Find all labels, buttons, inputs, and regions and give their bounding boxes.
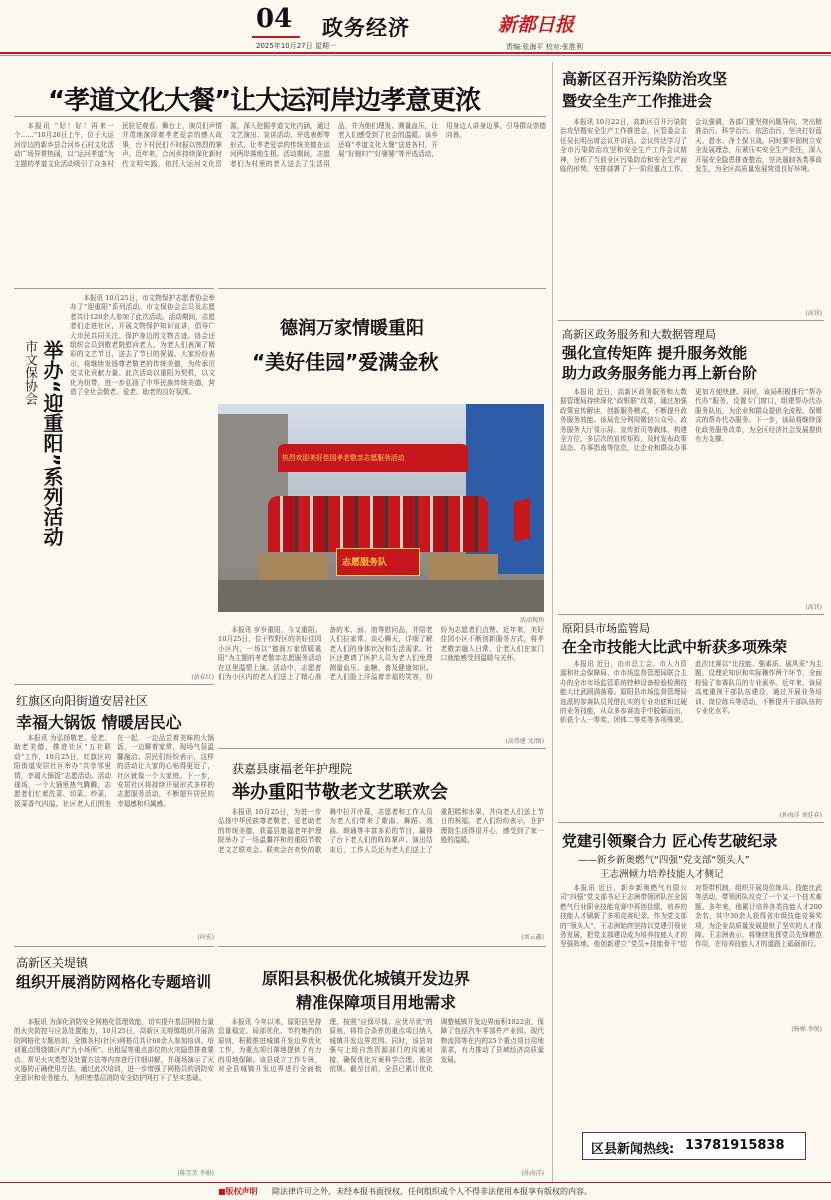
story9-body: [560, 388, 822, 600]
page-number-rule: [252, 36, 300, 38]
story8-body: [560, 118, 822, 308]
section-title: 政务经济: [322, 16, 410, 40]
story8-paragraph: 本报讯 10月22日，高新区召开污染防治攻坚暨安全生产工作推进会，区管委会主任吴长明出席会议并讲话。会议传达学习了全市污染防治攻坚和安全生产工作会议精神，分析了当前全区污染防治和安全生产面临的形势，安排部署了下一阶段重点工作。会议强调，各部门要坚持问题导向，突出精准治污、科学治污、依法治污，坚决打好蓝天、碧水、净土保卫战。同时要牢固树立安全发展理念，压紧压实安全生产责任，深入开展安全隐患排查整治，坚决遏制各类事故发生，为全区高质量发展营造良好环境。: [560, 118, 822, 174]
story11-subtitle-1: ——新乡新奥燃气“四强”党支部“领头人”: [578, 855, 750, 866]
story5-headline-2: 举办重阳节敬老文艺联欢会: [232, 782, 448, 803]
story3-headline-2: “美好佳园”爱满金秋: [252, 350, 439, 374]
story9-top-rule: [558, 320, 824, 321]
photo-sign-text: 志愿服务队: [342, 558, 388, 568]
story5-top-rule: [218, 748, 546, 749]
story11-subtitle-2: 王志洲倾力培养技能人才侧记: [600, 869, 724, 880]
story6-headline-2: 组织开展消防网格化专题培训: [16, 973, 212, 991]
story11-paragraph: 本报讯 近日，新乡新奥燃气有限公司“四强”党支部书记王志洲带领团队在全国燃气行业职业技能竞赛中再创佳绩，培养的技能人才刷新了多项竞赛纪录。作为党支部的“领头人”，王志洲始终坚持以党建引领业务发展，把党支部建设成为培养技能人才的坚强阵地。他创新建立“党员+技能骨干”结对帮带机制，组织开展岗位练兵、技能比武等活动，带领团队攻克了一个又一个技术难题。多年来，他累计培养各类技能人才200余名，其中30余人获得省市级技能竞赛奖项，为企业高质量发展提供了坚实的人才保障。王志洲表示，将继续发挥党员先锋模范作用，在培养技能人才的道路上砥砺前行。: [560, 884, 822, 949]
story9-headline-2: 强化宣传矩阵 提升服务效能: [562, 344, 748, 362]
page-number: 04: [256, 4, 293, 34]
story2-top-rule: [14, 288, 214, 289]
story11-top-rule: [558, 822, 824, 823]
story10-byline: (孙海洋 刘廷春): [779, 812, 822, 819]
story11-byline: (杨梯 李悦): [791, 1026, 822, 1033]
story3-byline: (高伟建 文/图): [505, 738, 544, 745]
story9-byline: (高钊): [805, 604, 822, 611]
story5-headline-1: 获嘉县康福老年护理院: [232, 762, 353, 776]
story9-headline-1: 高新区政务服务和大数据管理局: [562, 328, 716, 341]
story10-body: [560, 660, 822, 810]
story10-top-rule: [558, 614, 824, 615]
story4-paragraph: 本报讯 为弘扬敬老、爱老、助老美德，推进社区“五社联动”工作，10月25日，红旗区向阳街道安居社区举办“共享邻里情，幸福大锅饭”志愿活动。活动现场，一个大锅里热气腾腾，志愿者们忙着洗菜、切菜、炒菜，饭菜香气四溢。社区老人们围坐在一起，一边品尝着美味的大锅饭，一边聊着家常，现场气氛温馨融洽。居民们纷纷表示，这样的活动让大家的心贴得更近了，社区就像一个大家庭。下一步，安居社区将持续开展形式多样的志愿服务活动，不断提升居民的幸福感和归属感。: [14, 734, 214, 808]
photo-ground: [218, 580, 544, 612]
story5-paragraph: 本报讯 10月25日，为进一步弘扬中华民族尊老敬老、爱老助老的传统美德，获嘉县康福老年护理院举办了一场温馨祥和的重阳节敬老文艺联欢会。联欢会在欢快的歌舞中拉开序幕，志愿者和工作人员为老人们带来了歌曲、舞蹈、戏曲、朗诵等丰富多彩的节目，赢得了台下老人们的阵阵掌声。演出结束后，工作人员还为老人们送上了重阳糕和水果，并向老人们送上节日的祝福。老人们纷纷表示，在护理院生活得很开心，感受到了家一般的温暖。: [218, 808, 544, 854]
story6-paragraph: 本报讯 为深化消防安全网格化管理效能，切实提升基层网格力量的火灾防控与应急处置能力，10月25日，高新区关堤镇组织开展消防网格化专题培训，全镇各村(社区)网格员共计60余人参加培训。培训重点围绕镇区内“九小场所”、出租屋等重点部位的火灾隐患排查要点、常见火灾类型及处置方法等内容进行详细讲解，并现场演示了灭火器的正确使用方法。通过此次培训，进一步增强了网格员的消防安全意识和业务能力，为织密基层消防安全防护网打下了坚实基础。: [14, 1018, 214, 1083]
story4-top-rule: [14, 684, 214, 685]
story4-headline-2: 幸福大锅饭 情暖居民心: [16, 713, 182, 732]
hotline-number: 13781915838: [685, 1138, 785, 1153]
story2-vtitle-small: 市文保协会: [22, 340, 37, 405]
story2-vtitle-big: 举办“迎重阳”系列活动: [40, 340, 64, 547]
footer-rule: [0, 1182, 831, 1183]
story1-headline: “孝道文化大餐”让大运河岸边孝意更浓: [48, 86, 481, 116]
newspaper-logo: 新都日报: [498, 14, 575, 36]
story3-paragraph: 本报讯 岁岁重阳，今又重阳。10月25日，位于牧野区的美好佳园小区内，一场以“德润万家情暖重阳”为主题的孝老敬亲志愿服务活动在这里温情上演。活动中，志愿者们为小区内的老人们送上了精心准备的米、面、油等慰问品，并陪老人们拉家常、谈心聊天，详细了解老人们的身体状况和生活需求。社区还邀请了医护人员为老人们免费测量血压、血糖，普及健康知识。老人们脸上洋溢着幸福的笑容，纷纷为志愿者们点赞。近年来，美好佳园小区不断创新服务方式，将孝老敬亲融入日常，让老人们在家门口就能感受到温暖与关怀。: [218, 626, 544, 682]
story7-top-rule: [218, 946, 546, 947]
story6-byline: (陈芳芳 李娟): [177, 1170, 214, 1177]
story8-headline-2: 暨安全生产工作推进会: [562, 92, 713, 110]
hotline-box: [582, 1132, 806, 1160]
story6-top-rule: [14, 946, 214, 947]
story5-body: [218, 808, 544, 930]
photo-flag: [514, 498, 530, 541]
masthead-thin-rule: [0, 55, 831, 56]
story8-byline: (高钊): [805, 310, 822, 317]
column-divider: [552, 62, 553, 1182]
footer-tag: ■版权声明: [218, 1187, 258, 1196]
story4-headline-1: 红旗区向阳街道安居社区: [16, 694, 149, 708]
story2-body: [70, 294, 215, 676]
story1-paragraph: 本报讯 “好！好！再来一个……”10月26日上午，位于大运河岸边的新乡县合河乡石村文化活动广场异常热闹，以“运河孝道”为主题的孝道文化活动吸引了众多村民驻足观看。舞台上，演员们声情并茂地演绎着孝老爱亲的感人故事，台下村民们不时报以热烈的掌声。近年来，合河乡持续深化新时代文明实践，依托大运河文化资源，深入挖掘孝道文化内涵，通过文艺演出、宣讲活动、评选表彰等形式，让孝老爱亲的传统美德在运河两岸落地生根。活动期间，志愿者们为村里的老人送去了生活用品，并为他们理发、测量血压，让老人们感受到了社会的温暖。该乡还将“孝道文化大餐”送进各村，开展“好媳妇”“好婆婆”等评选活动，用身边人讲身边事，引导群众崇德向善。: [14, 122, 546, 168]
footer-text: 除法律许可之外，未经本报书面授权，任何组织或个人不得非法使用本报享有版权的内容。: [272, 1187, 592, 1196]
story2-byline: (黄春红): [191, 674, 214, 681]
story2-paragraph: 本报讯 10月25日，市文物保护志愿者协会举办了“迎重阳”系列活动。市文保协会会员及志愿者共计120余人参加了此次活动。活动期间，志愿者们走进社区，开展文物保护知识宣讲，倡导广大市民共同关注、保护身边的文物古迹。协会还组织会员到敬老院慰问老人，为老人们表演了精彩的文艺节目，送去了节日的祝福。大家纷纷表示，将继续发扬尊老敬老的传统美德，为传承历史文化贡献力量。此次活动以重阳为契机，以文化为纽带，进一步弘扬了中华民族传统美德，营造了全社会敬老、爱老、助老的良好氛围。: [70, 294, 215, 397]
story3-photo-caption: 活动现场: [519, 617, 544, 624]
photo-arch-banner: 热烈欢迎美好佳园孝老敬亲志愿服务活动: [282, 454, 405, 462]
story6-headline-1: 高新区关堤镇: [16, 956, 89, 970]
story11-body: [560, 884, 822, 1024]
masthead-editors: 责编:张海平 校对:张胜利: [506, 43, 583, 51]
story4-byline: (向宏): [197, 934, 214, 941]
story3-body: [218, 626, 544, 738]
story5-byline: (刘云鑫): [521, 934, 544, 941]
story4-body: [14, 734, 214, 930]
story7-headline-1: 原阳县积极优化城镇开发边界: [262, 969, 471, 988]
story9-paragraph: 本报讯 近日，高新区政务服务和大数据管理局持续深化“政银联”改革，通过加强政策宣传解读，创新服务模式，不断提升政务服务效能。该局充分利用微信公众号、政务服务大厅显示屏、宣传折页等载体，构建全方位、多层次的宣传矩阵，及时发布政策动态、办事指南等信息，让企业和群众办事更加方便快捷。同时，该局积极推行“帮办代办”服务，设置专门窗口，组建帮办代办服务队伍，为企业和群众提供全流程、保姆式的帮办代办服务。下一步，该局将继续深化政务服务改革，为全区经济社会发展提供有力支撑。: [560, 388, 822, 453]
story10-headline-2: 在全市技能大比武中斩获多项殊荣: [562, 638, 788, 656]
masthead-date: 2025年10月27日 星期一: [256, 42, 336, 50]
photo-boxes: [258, 554, 328, 580]
photo-crowd: [268, 496, 488, 552]
story7-headline-2: 精准保障项目用地需求: [296, 993, 457, 1012]
story7-body: [218, 1018, 544, 1170]
hotline-label: 区县新闻热线:: [591, 1142, 675, 1157]
photo-boxes-right: [428, 554, 498, 580]
story9-headline-3: 助力政务服务能力再上新台阶: [562, 364, 758, 382]
story3-photo: [218, 404, 544, 612]
story1-rule: [14, 116, 546, 117]
story7-paragraph: 本报讯 今年以来，原阳县坚持总量稳定、局部优化、节约集约的原则，积极推进城镇开发边界优化工作，为重点项目落地提供了有力的用地保障。该县成立工作专班，对全县城镇开发边界进行全面梳理，按照“应保尽保、应优尽优”的原则，将符合条件的重点项目纳入城镇开发边界范围。同时，该县加强与上级自然资源部门的沟通对接，确保优化方案科学合理、依法依规。截至目前，全县已累计优化调整城镇开发边界面积1022亩，保障了包括汽车零部件产业园、现代物流园等在内的25个重点项目用地需求，有力推动了县域经济高质量发展。: [218, 1018, 544, 1074]
story8-headline-1: 高新区召开污染防治攻坚: [562, 70, 728, 88]
story10-headline-1: 原阳县市场监管局: [562, 622, 650, 635]
story7-byline: (孙海洋): [521, 1170, 544, 1177]
story1-body: [14, 122, 546, 282]
story11-headline-1: 党建引领聚合力 匠心传艺破纪录: [562, 832, 778, 850]
masthead-rule: [0, 52, 831, 54]
story3-top-rule: [218, 288, 546, 289]
story6-body: [14, 1018, 214, 1170]
story3-headline-1: 德润万家情暖重阳: [280, 318, 424, 339]
story10-paragraph: 本报讯 近日，由市总工会、市人力资源和社会保障局、市市场监督管理局联合主办的全市市场监管系统特种设备检验检测技能大比武圆满落幕。原阳县市场监督管理局选派的参赛队员凭借扎实的专业功底和过硬的业务技能，从众多参赛选手中脱颖而出，斩获个人一等奖、团体二等奖等多项殊荣。此次比赛以“比技能、强素质、展风采”为主题，设理论知识和实际操作两个环节，全面检验了参赛队员的专业素养。近年来，该局高度重视干部队伍建设，通过开展业务培训、岗位练兵等活动，不断提升干部队伍的专业化水平。: [560, 660, 822, 725]
